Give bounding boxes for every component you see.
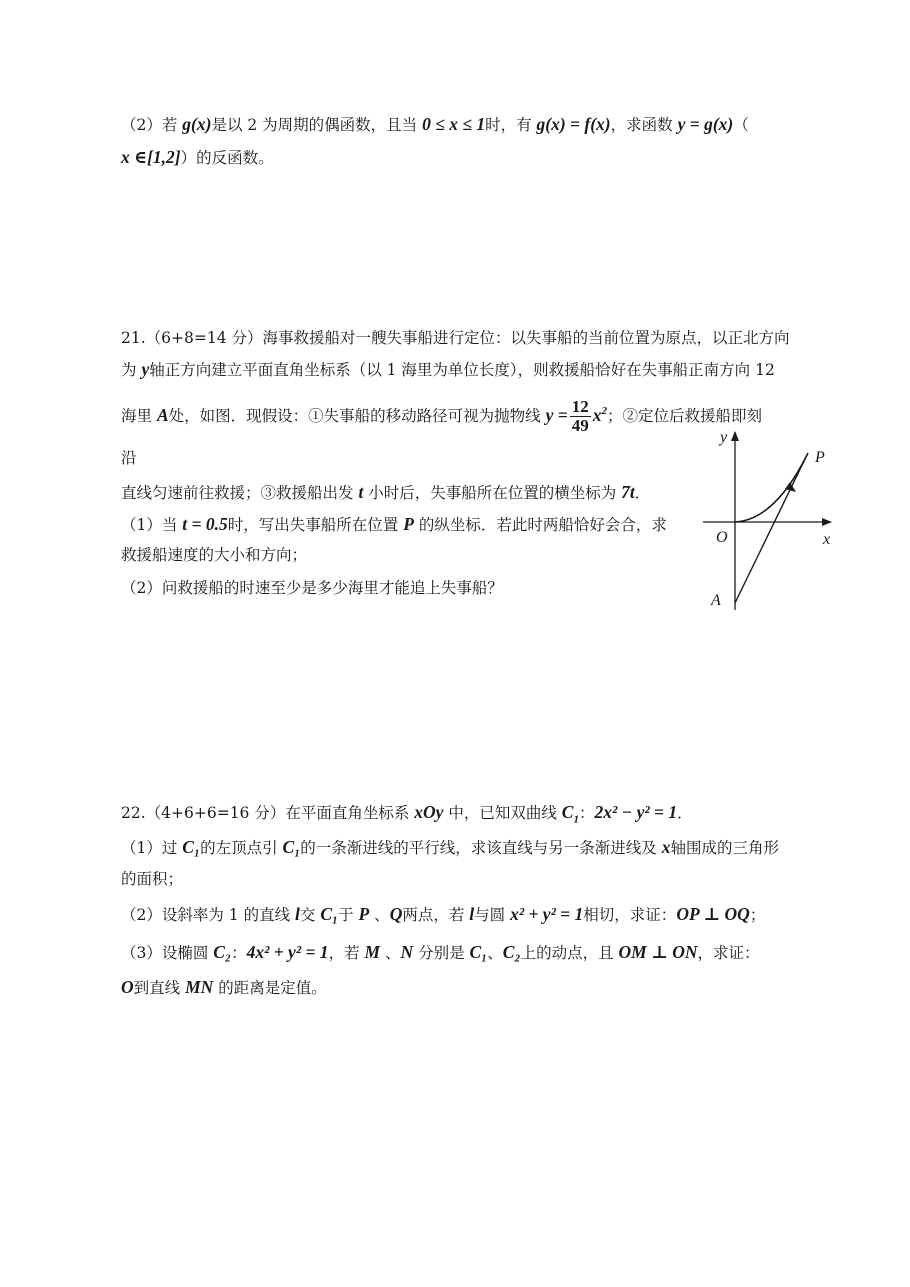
text: 的一条渐进线的平行线，求该直线与另一条渐进线及 xyxy=(300,839,662,857)
math-gx: g(x) xyxy=(182,114,212,134)
math-O: O xyxy=(121,977,134,997)
figure-p-label: P xyxy=(815,449,825,466)
math-inequality: 0 ≤ x ≤ 1 xyxy=(422,114,486,134)
text: ，若 xyxy=(328,944,365,962)
figure-x-label: x xyxy=(823,531,831,548)
text: （1）当 xyxy=(121,516,183,534)
figure-a-label: A xyxy=(711,592,721,609)
math-y: y xyxy=(141,359,150,379)
q21-line4: 沿 xyxy=(121,449,137,467)
math-P: P xyxy=(358,904,370,924)
math-hyperbola-eq: 2x² − y² = 1 xyxy=(594,802,678,822)
math-C1 xyxy=(561,802,579,826)
q21-line6 xyxy=(121,513,667,536)
q20-part2-line2 xyxy=(121,146,274,169)
text: 时，有 xyxy=(485,116,537,134)
text: 为 xyxy=(121,361,142,379)
text: （2）若 xyxy=(121,116,183,134)
math-C1: C₁ xyxy=(320,904,339,924)
math-C1: C₁ xyxy=(182,837,201,857)
math-C1: C₁ xyxy=(282,837,301,857)
text: ；②定位后救援船即刻 xyxy=(606,406,762,425)
text: 、 xyxy=(487,944,503,962)
rescue-direction-arrow xyxy=(785,482,796,492)
math-x: x xyxy=(661,837,671,857)
fraction-denominator: 49 xyxy=(571,416,589,436)
math-circle-eq: x² + y² = 1 xyxy=(510,904,584,924)
q22-line1 xyxy=(121,801,693,831)
math-C2: C₂ xyxy=(213,942,232,962)
math-N: N xyxy=(400,942,414,962)
q22-line3: 的面积； xyxy=(121,870,184,888)
text: 直线匀速前往救援；③救援船出发 xyxy=(121,484,359,502)
text: ； xyxy=(749,906,766,924)
text: 轴围成的三角形 xyxy=(670,839,779,857)
math-C1: C₁ xyxy=(469,942,488,962)
text: 、 xyxy=(369,906,390,924)
text: 轴正方向建立平面直角坐标系（以 1 海里为单位长度），则救援船恰好在失事船正南方向 12 xyxy=(149,361,775,379)
q22-line6 xyxy=(121,976,327,999)
figure-y-label: y xyxy=(720,429,728,446)
math-domain: x ∈[1,2] xyxy=(121,147,181,167)
text: 、 xyxy=(380,944,401,962)
math-M: M xyxy=(364,942,381,962)
text: （3）设椭圆 xyxy=(121,944,214,962)
text: ． xyxy=(634,484,651,502)
text: 的左顶点引 xyxy=(200,839,283,857)
subscript: 1 xyxy=(573,813,579,826)
text: 是以 2 为周期的偶函数，且当 xyxy=(211,116,423,134)
math-P: P xyxy=(403,514,414,534)
math-7t: 7t xyxy=(621,482,635,502)
q21-line3 xyxy=(121,393,762,435)
rescue-path xyxy=(735,457,806,603)
text: ： xyxy=(578,804,595,822)
math-Q: Q xyxy=(389,904,403,924)
text: 到直线 xyxy=(133,979,186,997)
math-l: l xyxy=(469,904,475,924)
text: 两点，若 xyxy=(402,906,470,924)
text: （1）过 xyxy=(121,839,183,857)
text: （2）设斜率为 1 的直线 xyxy=(121,906,296,924)
text: 海里 xyxy=(121,406,157,425)
math-l: l xyxy=(295,904,300,924)
text: 交 xyxy=(299,906,321,924)
text: 与圆 xyxy=(474,906,511,924)
superscript: 2 xyxy=(601,405,607,417)
math-yeq: y = xyxy=(545,404,568,425)
text: ，求函数 xyxy=(610,116,678,134)
math-y-equals-g: y = g(x) xyxy=(677,114,734,134)
math-C: C xyxy=(561,802,574,822)
text: 处，如图．现假设：①失事船的移动路径可视为抛物线 xyxy=(168,406,546,425)
text: （ xyxy=(733,116,749,134)
text: 于 xyxy=(338,906,359,924)
q21-line5 xyxy=(121,481,650,504)
q21-line1: 21.（6+8=14 分）海事救援船对一艘失事船进行定位：以失事船的当前位置为原点，以正北方向 xyxy=(121,329,790,347)
math-op-perp-oq: OP ⊥ OQ xyxy=(676,904,750,924)
fraction-numerator: 12 xyxy=(571,397,589,417)
text: ，求证： xyxy=(697,944,760,962)
figure-origin-label: O xyxy=(716,529,728,546)
math-om-perp-on: OM ⊥ ON xyxy=(618,942,698,962)
q22-line2 xyxy=(121,836,779,859)
q22-line5 xyxy=(121,941,760,964)
math-t-value: t = 0.5 xyxy=(182,514,228,534)
text: 相切，求证： xyxy=(583,906,677,924)
fraction-12-49 xyxy=(570,398,591,435)
q21-line7: 救援船速度的大小和方向； xyxy=(121,546,308,564)
q20-part2-line1 xyxy=(121,113,749,136)
text: 中，已知双曲线 xyxy=(443,804,562,822)
text: ）的反函数。 xyxy=(180,149,274,167)
math-x: x xyxy=(592,404,602,425)
text: ． xyxy=(677,804,693,822)
math-ellipse-eq: 4x² + y² = 1 xyxy=(246,942,329,962)
math-A: A xyxy=(156,404,169,425)
q22-line4 xyxy=(121,903,765,926)
coordinate-figure xyxy=(695,420,845,615)
text: 分别是 xyxy=(413,944,470,962)
text: 时，写出失事船所在位置 xyxy=(227,516,404,534)
text: 的纵坐标．若此时两船恰好会合，求 xyxy=(413,516,667,534)
text: 上的动点，且 xyxy=(520,944,619,962)
math-x2 xyxy=(593,405,607,425)
q21-line8: （2）问救援船的时速至少是多少海里才能追上失事船？ xyxy=(121,579,503,597)
math-MN: MN xyxy=(185,977,214,997)
text: 小时后，失事船所在位置的横坐标为 xyxy=(363,484,622,502)
math-C2: C₂ xyxy=(502,942,521,962)
math-xOy: xOy xyxy=(414,802,444,822)
parabola-path xyxy=(735,453,808,522)
math-g-equals-f: g(x) = f(x) xyxy=(536,114,611,134)
text: ： xyxy=(231,944,247,962)
text: 22.（4+6+6=16 分）在平面直角坐标系 xyxy=(121,804,415,822)
math-t: t xyxy=(358,482,364,502)
q21-line2 xyxy=(121,358,775,381)
text: 的距离是定值。 xyxy=(213,979,327,997)
